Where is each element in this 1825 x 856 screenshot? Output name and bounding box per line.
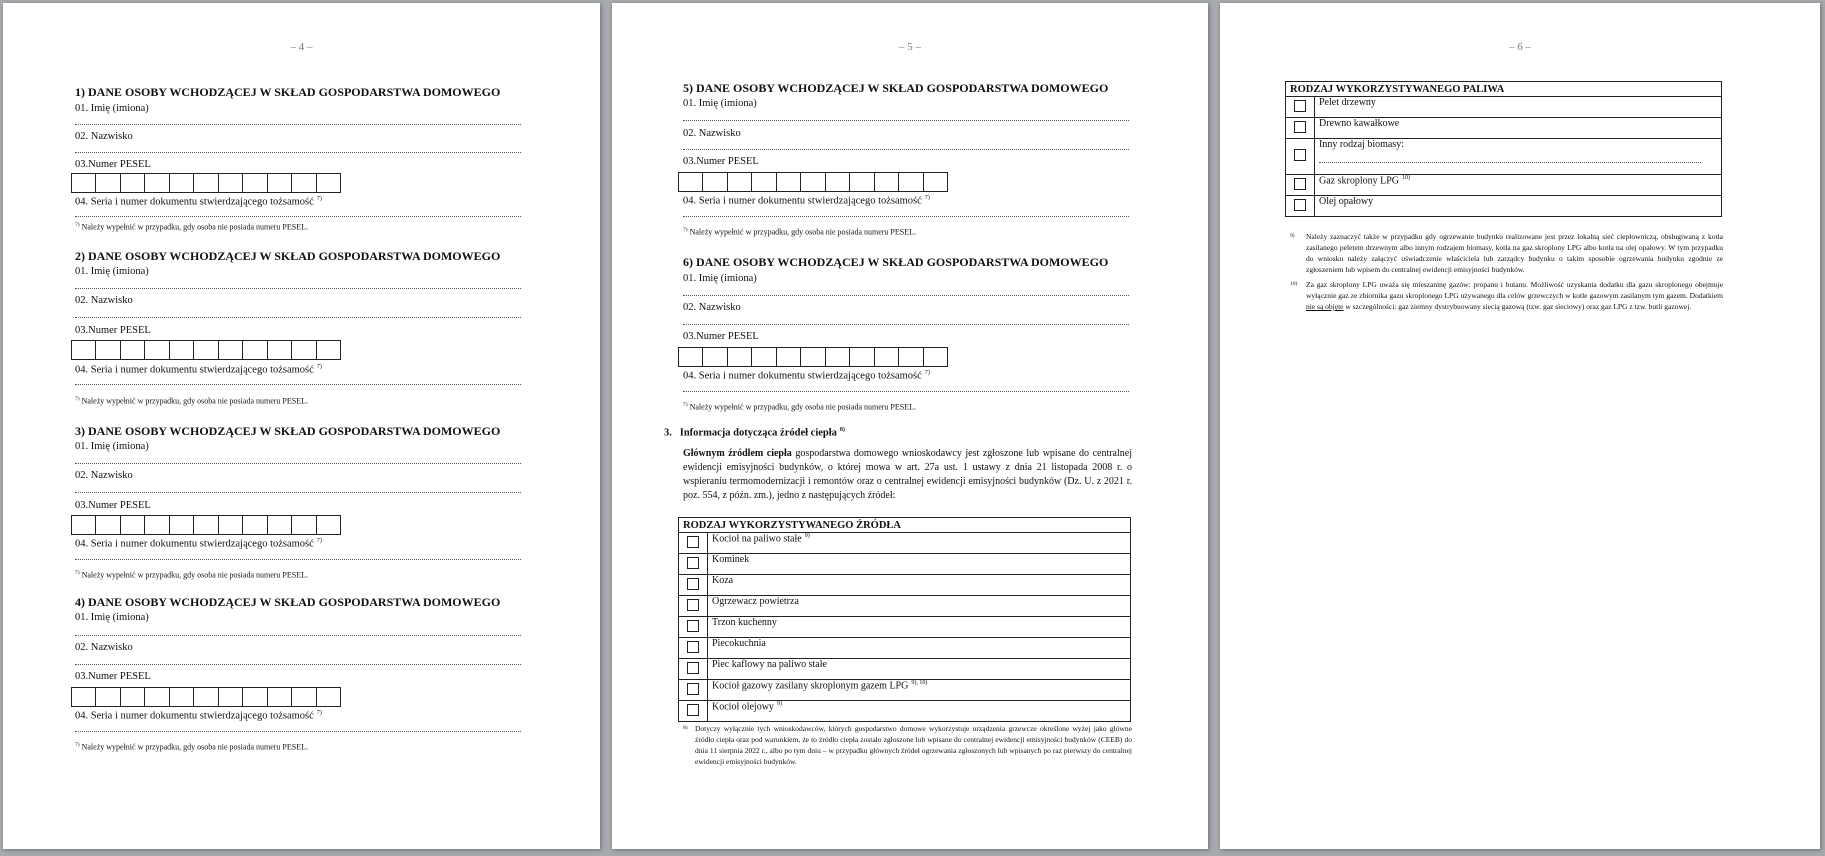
checkbox-icon[interactable]	[1294, 178, 1306, 190]
heat-source-option[interactable]: Kocioł na paliwo stałe $^{9)}$	[679, 533, 1131, 554]
member-5-title: 5) DANE OSOBY WCHODZĄCEJ W SKŁAD GOSPODARSTWA DOMOWEGO	[683, 81, 1109, 95]
fuel-table	[1285, 81, 1722, 217]
checkbox-icon[interactable]	[1294, 121, 1306, 133]
member-6-last-name-label: 02. Nazwisko	[683, 302, 741, 313]
heat-source-section-title: 3. Informacja dotycząca źródeł ciepła $^{8)}$	[664, 427, 845, 439]
heat-source-option[interactable]: Trzon kuchenny	[679, 617, 1131, 638]
heat-source-option[interactable]: Kocioł gazowy zasilany skroplonym gazem LPG $^{9), 10)}$	[679, 680, 1131, 701]
member-2-first-name-label: 01. Imię (imiona)	[75, 266, 149, 277]
member-3-last-name-label: 02. Nazwisko	[75, 470, 133, 481]
checkbox-icon[interactable]	[687, 599, 699, 611]
page-4	[3, 3, 600, 849]
member-6-title: 6) DANE OSOBY WCHODZĄCEJ W SKŁAD GOSPODARSTWA DOMOWEGO	[683, 255, 1109, 269]
member-1-first-name-label: 01. Imię (imiona)	[75, 103, 149, 114]
page-5	[612, 3, 1208, 849]
member-6-pesel-boxes[interactable]	[678, 347, 948, 367]
member-1-last-name-label: 02. Nazwisko	[75, 131, 133, 142]
checkbox-icon[interactable]	[687, 704, 699, 716]
page-number: – 4 –	[290, 41, 313, 53]
member-2-pesel-label: 03.Numer PESEL	[75, 325, 151, 336]
heat-source-table	[678, 517, 1131, 722]
heat-source-option[interactable]: Koza	[679, 575, 1131, 596]
page-number: – 6 –	[1509, 41, 1531, 53]
member-3-pesel-label: 03.Numer PESEL	[75, 500, 151, 511]
fuel-option[interactable]: Olej opałowy	[1286, 196, 1722, 217]
member-4-note: $^{7)}$ Należy wypełnić w przypadku, gdy osoba nie posiada numeru PESEL.	[75, 742, 308, 752]
footnote-10: 10) Za gaz skroplony LPG uważa się mieszaninę gazów: propanu i butanu. Możliwość uzyskania dodatku dla gazu skroplonego obejmuje wyłącznie gaz ze zbiornika gazu skroplonego LPG używanego dla celów grzewczych w kotle gazowym zasilanym tym gazem. Dodatkiem nie są objęte w szczególności: gaz ziemny dystrybuowany siecią gazową (tzw. gaz sieciowy) oraz gaz LPG z tzw. butli gazowej.	[1290, 280, 1723, 311]
member-1-title: 1) DANE OSOBY WCHODZĄCEJ W SKŁAD GOSPODARSTWA DOMOWEGO	[75, 85, 501, 99]
member-1-first-name-input[interactable]	[75, 124, 521, 125]
other-biomass-input[interactable]	[1319, 162, 1701, 163]
member-5-last-name-input[interactable]	[683, 149, 1129, 150]
member-2-first-name-input[interactable]	[75, 288, 521, 289]
member-6-note: $^{7)}$ Należy wypełnić w przypadku, gdy osoba nie posiada numeru PESEL.	[683, 402, 916, 412]
member-2-last-name-label: 02. Nazwisko	[75, 295, 133, 306]
member-3-first-name-input[interactable]	[75, 463, 521, 464]
fuel-option[interactable]: Pelet drzewny	[1286, 97, 1722, 118]
checkbox-icon[interactable]	[687, 557, 699, 569]
member-4-pesel-boxes[interactable]	[71, 687, 341, 707]
member-4-document-input[interactable]	[75, 731, 521, 732]
member-2-document-input[interactable]	[75, 384, 521, 385]
checkbox-icon[interactable]	[1294, 199, 1306, 211]
member-3-document-input[interactable]	[75, 559, 521, 560]
member-6-first-name-label: 01. Imię (imiona)	[683, 273, 757, 284]
member-5-pesel-boxes[interactable]	[678, 172, 948, 192]
member-4-last-name-input[interactable]	[75, 664, 521, 665]
member-6-pesel-label: 03.Numer PESEL	[683, 331, 759, 342]
heat-source-option[interactable]: Kocioł olejowy $^{9)}$	[679, 701, 1131, 722]
member-2-last-name-input[interactable]	[75, 317, 521, 318]
member-5-document-input[interactable]	[683, 216, 1129, 217]
footnote-8: 8) Dotyczy wyłącznie tych wnioskodawców, których gospodarstwo domowe wykorzystuje urządzenia grzewcze określone wyżej jako główne źródło ciepła oraz pod warunkiem, że to źródło ciepła zostało zgłoszone lub wpisane do centralnej ewidencji emisyjności budynków (CEEB) do dnia 11 sierpnia 2022 r., albo po tym dniu – w przypadku głównych źródeł ogrzewania zgłoszonych lub wpisanych po raz pierwszy do centralnej ewidencji emisyjności budynków.	[683, 724, 1132, 766]
fuel-option[interactable]: Inny rodzaj biomasy:	[1286, 139, 1722, 175]
member-3-title: 3) DANE OSOBY WCHODZĄCEJ W SKŁAD GOSPODARSTWA DOMOWEGO	[75, 424, 501, 438]
page-number: – 5 –	[899, 41, 921, 53]
member-1-pesel-label: 03.Numer PESEL	[75, 159, 151, 170]
checkbox-icon[interactable]	[687, 536, 699, 548]
member-1-document-label: 04. Seria i numer dokumentu stwierdzającego tożsamość $^{7)}$	[75, 196, 322, 208]
fuel-option[interactable]: Gaz skroplony LPG $^{10)}$	[1286, 175, 1722, 196]
member-5-first-name-label: 01. Imię (imiona)	[683, 98, 757, 109]
fuel-option[interactable]: Drewno kawałkowe	[1286, 118, 1722, 139]
member-4-title: 4) DANE OSOBY WCHODZĄCEJ W SKŁAD GOSPODARSTWA DOMOWEGO	[75, 595, 501, 609]
member-3-pesel-boxes[interactable]	[71, 515, 341, 535]
member-1-document-input[interactable]	[75, 216, 521, 217]
heat-source-option[interactable]: Kominek	[679, 554, 1131, 575]
checkbox-icon[interactable]	[687, 620, 699, 632]
member-6-document-input[interactable]	[683, 391, 1129, 392]
member-5-note: $^{7)}$ Należy wypełnić w przypadku, gdy osoba nie posiada numeru PESEL.	[683, 227, 916, 237]
member-2-pesel-boxes[interactable]	[71, 340, 341, 360]
member-6-first-name-input[interactable]	[683, 295, 1129, 296]
member-1-last-name-input[interactable]	[75, 152, 521, 153]
member-2-title: 2) DANE OSOBY WCHODZĄCEJ W SKŁAD GOSPODARSTWA DOMOWEGO	[75, 249, 501, 263]
member-6-document-label: 04. Seria i numer dokumentu stwierdzającego tożsamość $^{7)}$	[683, 370, 930, 382]
checkbox-icon[interactable]	[1294, 100, 1306, 112]
heat-source-intro: Głównym źródłem ciepła gospodarstwa domowego wnioskodawcy jest zgłoszone lub wpisane do centralnej ewidencji emisyjności budynków, o której mowa w art. 27a ust. 1 ustawy z dnia 21 listopada 2008 r. o wspieraniu termomodernizacji i remontów oraz o centralnej ewidencji emisyjności budynków (Dz. U. z 2021 r. poz. 554, z późn. zm.), jedno z następujących źródeł:	[683, 448, 1132, 501]
checkbox-icon[interactable]	[687, 641, 699, 653]
member-3-document-label: 04. Seria i numer dokumentu stwierdzającego tożsamość $^{7)}$	[75, 538, 322, 550]
member-2-note: $^{7)}$ Należy wypełnić w przypadku, gdy osoba nie posiada numeru PESEL.	[75, 396, 308, 406]
heat-source-table-header: RODZAJ WYKORZYSTYWANEGO ŹRÓDŁA	[679, 518, 1131, 533]
member-6-last-name-input[interactable]	[683, 324, 1129, 325]
checkbox-icon[interactable]	[687, 578, 699, 590]
member-2-document-label: 04. Seria i numer dokumentu stwierdzającego tożsamość $^{7)}$	[75, 364, 322, 376]
member-1-note: $^{7)}$ Należy wypełnić w przypadku, gdy osoba nie posiada numeru PESEL.	[75, 222, 308, 232]
member-4-first-name-input[interactable]	[75, 635, 521, 636]
member-5-document-label: 04. Seria i numer dokumentu stwierdzającego tożsamość $^{7)}$	[683, 195, 930, 207]
heat-source-option[interactable]: Ogrzewacz powietrza	[679, 596, 1131, 617]
fuel-table-header: RODZAJ WYKORZYSTYWANEGO PALIWA	[1286, 82, 1722, 97]
heat-source-option[interactable]: Piec kaflowy na paliwo stałe	[679, 659, 1131, 680]
checkbox-icon[interactable]	[687, 683, 699, 695]
footnote-9: 9) Należy zaznaczyć także w przypadku gdy ogrzewanie budynku realizowane jest przez lokalną sieć ciepłowniczą, obsługiwaną z kotła zasilanego peletem drzewnym albo innym rodzajem biomasy, kotła na gaz skroplony LPG albo kotła na olej opałowy. W tym przypadku do wniosku należy załączyć oświadczenie właściciela lub zarządcy budynku o takim sposobie ogrzewania budynku zgodnie ze zgłoszeniem lub wpisem do centralnej ewidencji emisyjności budynków.	[1290, 232, 1723, 274]
heat-source-option[interactable]: Piecokuchnia	[679, 638, 1131, 659]
member-4-pesel-label: 03.Numer PESEL	[75, 671, 151, 682]
member-5-first-name-input[interactable]	[683, 120, 1129, 121]
checkbox-icon[interactable]	[1294, 149, 1306, 161]
member-3-last-name-input[interactable]	[75, 492, 521, 493]
member-1-pesel-boxes[interactable]	[71, 173, 341, 193]
member-4-document-label: 04. Seria i numer dokumentu stwierdzającego tożsamość $^{7)}$	[75, 710, 322, 722]
member-5-pesel-label: 03.Numer PESEL	[683, 156, 759, 167]
member-3-first-name-label: 01. Imię (imiona)	[75, 441, 149, 452]
member-5-last-name-label: 02. Nazwisko	[683, 128, 741, 139]
checkbox-icon[interactable]	[687, 662, 699, 674]
page-6	[1220, 3, 1820, 849]
member-4-first-name-label: 01. Imię (imiona)	[75, 612, 149, 623]
member-3-note: $^{7)}$ Należy wypełnić w przypadku, gdy osoba nie posiada numeru PESEL.	[75, 570, 308, 580]
member-4-last-name-label: 02. Nazwisko	[75, 642, 133, 653]
